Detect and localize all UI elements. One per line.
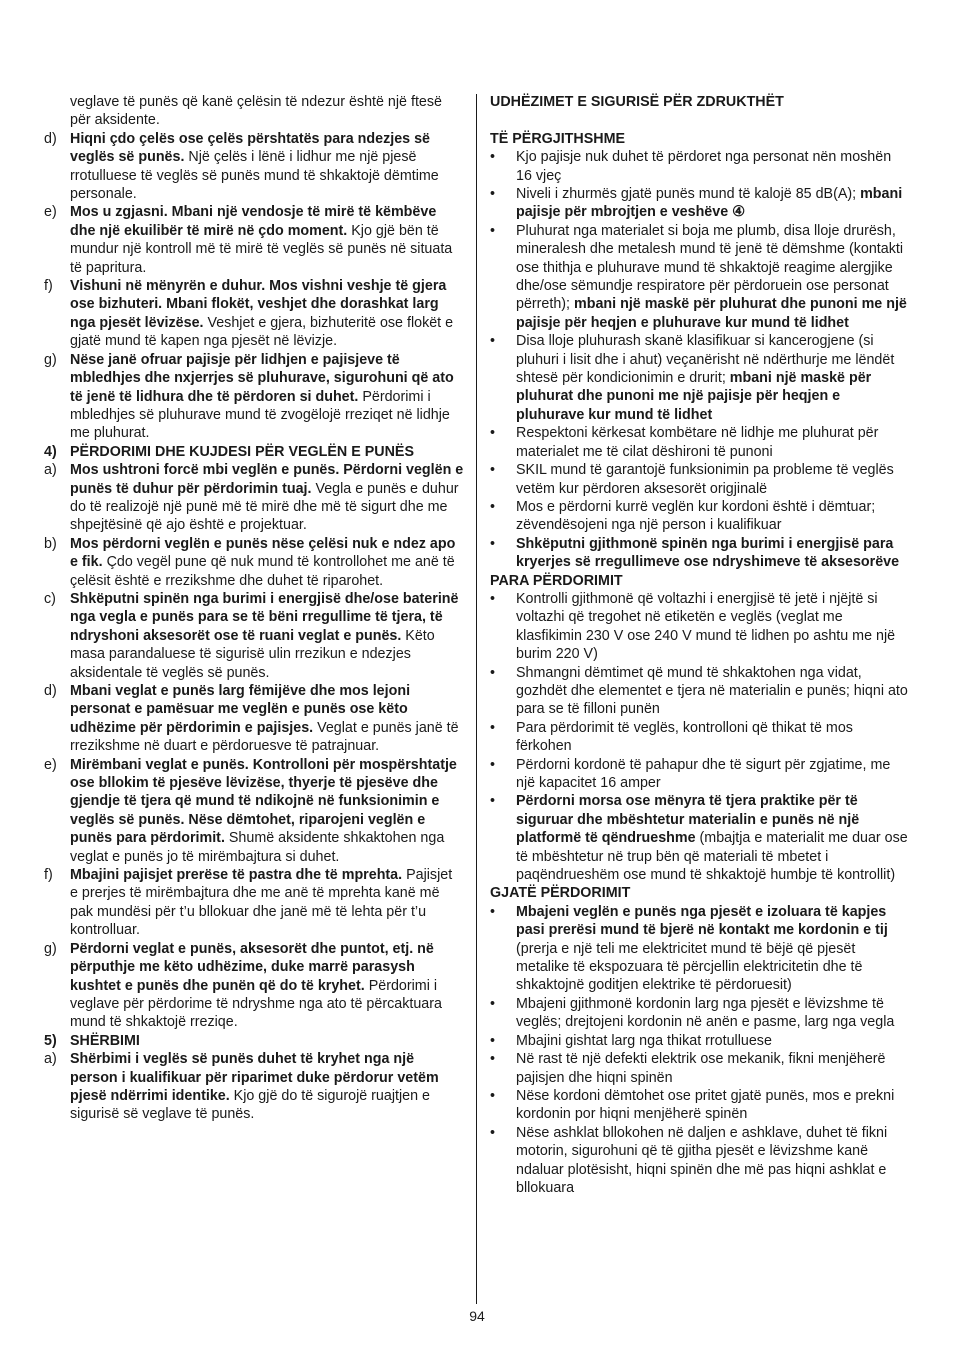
list-item <box>44 682 464 756</box>
body-text: Kontrolli gjithmonë që voltazhi i energjisë të jetë i njëjtë si voltazhi që tregohet në etiketën e veglës (veglat me klasfikimin 230 V ose 240 V mund të lidhen po ashtu me një burim 220 V) <box>516 590 896 663</box>
list-item <box>44 461 464 535</box>
section-heading <box>490 93 910 111</box>
section-heading <box>490 572 910 590</box>
bullet-icon: • <box>490 903 496 920</box>
bullet-icon: • <box>490 1124 496 1141</box>
bullet-icon: • <box>490 995 496 1012</box>
bullet-icon: • <box>490 1051 496 1068</box>
bold-text: mbani pajisje për mbrojtjen e veshëve ④ <box>516 186 903 221</box>
bold-text: Mos u zgjasni. Mbani një vendosje të mirë të këmbëve dhe një ekuilibër të mirë në çdo moment. <box>70 204 437 239</box>
list-item <box>44 866 464 940</box>
list-marker: a) <box>44 462 57 479</box>
section-heading <box>490 884 910 902</box>
list-marker: b) <box>44 535 57 552</box>
bold-text: Mbajeni veglën e punës nga pjesët e izoluara të kapjes pasi prerësi mund të bjerë në kontakt me kordonin e tij <box>516 903 888 939</box>
body-text: Mbajeni gjithmonë kordonin larg nga pjesët e lëvizshme të veglës; drejtojeni kordonin në anën e pasme, larg nga vegla <box>516 995 895 1031</box>
list-marker: g) <box>44 940 57 957</box>
bullet-item <box>490 498 910 535</box>
bullet-item <box>490 148 910 185</box>
bullet-icon: • <box>490 590 496 607</box>
bullet-item <box>490 590 910 664</box>
bold-text: Shkëputni spinën nga burimi i energjisë dhe/ose baterinë nga vegla e punës para se të bëni rregullime të tjera, të ndryshoni aksesorët ose të ruani veglat e punës. <box>70 590 459 644</box>
bullet-item <box>490 664 910 719</box>
right-column <box>490 93 910 1197</box>
list-item <box>44 590 464 682</box>
body-text: Pajisjet e prerjes të mirëmbajtura dhe me anë të mprehta kanë më pak mundësi për t’u bllokuar dhe janë më të lehta për t’u kontrolluar. <box>70 867 453 939</box>
body-text: Kjo gjë do të sigurojë ruajtjen e sigurisë së veglave të punës. <box>70 1087 430 1123</box>
bullet-item <box>490 1087 910 1124</box>
bullet-item <box>490 719 910 756</box>
list-marker: e) <box>44 204 57 221</box>
body-text: Përdorimi i veglave për përdorime të ndryshme nga ato të përcaktuara mund të shkaktojë rreziqe. <box>70 977 442 1031</box>
bold-text: Mos ushtroni forcë mbi veglën e punës. Përdorni veglën e punës të duhur për përdorimin tuaj. <box>70 462 464 497</box>
list-item <box>44 203 464 277</box>
bullet-item <box>490 756 910 793</box>
body-text: Një çelës i lënë i lidhur me një pjesë rrotulluese të veglës së punës mund të shkaktojë dëmtime personale. <box>70 149 439 203</box>
body-text: Disa lloje pluhurash skanë klasifikuar si kancerogjene (si pluhuri i lisit dhe i ahut) veçanërisht në ndërthurje me lëndët shtesë për kondicionimin e drurit; <box>516 333 895 387</box>
page-number: 94 <box>469 1308 485 1324</box>
bold-text: Vishuni në mënyrën e duhur. Mos vishni veshje të gjera ose bizhuteri. Mbani flokët, veshjet dhe dorashkat larg nga pjesët lëvizëse. <box>70 278 447 331</box>
bullet-icon: • <box>490 222 496 239</box>
body-text: Përdorimi i mbledhjes së pluhurave mund të zvogëlojë rreziqet në lidhje me pluhurat. <box>70 388 450 442</box>
body-text: Para përdorimit të veglës, kontrolloni që thikat të mos fërkohen <box>516 719 853 755</box>
bold-text: Mbajini pajisjet prerëse të pastra dhe të mprehta. <box>70 867 403 884</box>
bullet-item <box>490 1124 910 1198</box>
column-divider <box>476 94 477 1304</box>
list-item <box>44 940 464 1032</box>
bullet-item <box>490 535 910 572</box>
list-item <box>44 351 464 443</box>
bullet-icon: • <box>490 1032 496 1049</box>
spacer <box>490 111 910 129</box>
body-text: Respektoni kërkesat kombëtare në lidhje me pluhurat për materialet me të cilat dëshironi të punoni <box>516 425 879 460</box>
body-text: Veglat e punës janë të rrezikshme në duart e përdoruesve të patrajnuar. <box>70 719 459 755</box>
list-marker: a) <box>44 1051 57 1068</box>
body-text: Këto masa parandaluese të sigurisë ulin rrezikun e ndezjes aksidentale të veglës së punës. <box>70 627 435 681</box>
bullet-icon: • <box>490 719 496 736</box>
list-item <box>44 756 464 866</box>
bold-text: Mbani veglat e punës larg fëmijëve dhe mos lejoni personat e pamësuar me veglën e punës ose këto udhëzime për përdorimin e pajisjes. <box>70 683 411 736</box>
body-text: (mbajtja e materialit me duar ose të mbështetur në trup bën që materiali të mbetet i paqëndrueshëm ose mund të shkaktojë humbje të kontrollit) <box>516 830 908 884</box>
body-text: Nëse ashklat bllokohen në daljen e ashklave, duhet të fikni motorin, sigurohuni që të gjitha pjesët e lëvizshme kanë ndaluar plotësisht, hiqni spinën dhe më pas hiqni ashklat e bllokuara <box>516 1124 888 1196</box>
section-heading <box>44 443 464 461</box>
list-marker: c) <box>44 590 56 607</box>
bullet-icon: • <box>490 793 496 810</box>
bullet-item <box>490 332 910 424</box>
bold-text: PËRDORIMI DHE KUJDESI PËR VEGLËN E PUNËS <box>70 443 414 460</box>
bullet-icon: • <box>490 756 496 773</box>
section-heading <box>490 130 910 148</box>
body-text: Përdorni kordonë të pahapur dhe të sigurt për zgjatime, me një kapacitet 16 amper <box>516 756 891 792</box>
bold-text: Hiqni çdo çelës ose çelës përshtatës para ndezjes së veglës së punës. <box>70 130 430 166</box>
bold-text: mbani një maskë për pluhurat dhe punoni me një pajisje për heqjen e pluhurave kur mund të lidhet <box>516 370 872 423</box>
body-text: Shmangni dëmtimet që mund të shkaktohen nga vidat, gozhdët dhe elementet e tjera në materialin e punës; hiqni ato para se të filloni punën <box>516 664 908 718</box>
bold-text: Mirëmbani veglat e punës. Kontrolloni për mospërshtatje ose bllokim të pjesëve lëvizëse, thyerje të pjesëve dhe gjendje të tjera që mund të ndikojnë në funksionimin e veglës së punës. Nëse dëmtohet, riparojeni veglën e punës para përdorimit. <box>70 756 457 847</box>
heading-text: TË PËRGJITHSHME <box>490 130 626 147</box>
list-marker: d) <box>44 683 57 699</box>
bold-text: Shkëputni gjithmonë spinën nga burimi i energjisë para kryerjes së rregullimeve ose ndryshimeve të aksesorëve <box>516 535 900 571</box>
body-text: SKIL mund të garantojë funksionimin pa probleme të veglës vetëm kur përdoren aksesorët origjinalë <box>516 462 894 497</box>
bullet-item <box>490 792 910 884</box>
bullet-icon: • <box>490 333 496 350</box>
bullet-icon: • <box>490 535 496 552</box>
body-text: (prerja e një teli me elektricitet mund të bëjë që pjesët metalike të ekspozuara të përcjellin elektricitetin dhe të shkaktojnë goditjen elektrike të përdoruesit) <box>516 940 863 994</box>
bullet-icon: • <box>490 664 496 681</box>
left-column <box>44 93 464 1124</box>
heading-text: GJATË PËRDORIMIT <box>490 885 631 902</box>
list-item <box>44 277 464 351</box>
bullet-item <box>490 903 910 995</box>
bullet-icon: • <box>490 498 496 515</box>
body-text: Çdo vegël pune që nuk mund të kontrollohet me anë të çelësit është e rrezikshme dhe duhet të riparohet. <box>70 554 455 589</box>
body-text: Kjo gjë bën të mundur një kontroll më të mirë të veglës së punës në situata të papritura. <box>70 222 453 276</box>
list-item <box>44 1050 464 1124</box>
list-marker: f) <box>44 867 53 884</box>
bold-text: Nëse janë ofruar pajisje për lidhjen e pajisjeve të mbledhjes dhe nxjerrjes së pluhurave, sigurohuni që ato të jenë të lidhura dhe të përdoren si duhet. <box>70 351 454 405</box>
bullet-item <box>490 461 910 498</box>
list-marker: f) <box>44 278 53 295</box>
body-text: Nëse kordoni dëmtohet ose pritet gjatë punës, mos e prekni kordonin por hiqni menjëherë spinën <box>516 1087 895 1123</box>
section-heading <box>44 1032 464 1050</box>
paragraph-text: veglave të punës që kanë çelësin të ndezur është një ftesë për aksidente. <box>70 94 442 129</box>
bold-text: Përdorni morsa ose mënyra të tjera praktike për të siguruar dhe mbështetur materialin e punës në një platformë të qëndrueshme <box>516 793 860 847</box>
body-text: Në rast të një defekti elektrik ose mekanik, fikni menjëherë pajisjen dhe hiqni spinën <box>516 1051 886 1086</box>
list-marker: 5) <box>44 1032 57 1049</box>
list-marker: g) <box>44 351 57 368</box>
list-item <box>44 535 464 590</box>
list-marker: e) <box>44 756 57 773</box>
bullet-item <box>490 424 910 461</box>
bold-text: Përdorni veglat e punës, aksesorët dhe puntot, etj. në përputhje me këto udhëzime, duke marrë parasysh kushtet e punës dhe punën që do të kryhet. <box>70 940 434 994</box>
bullet-icon: • <box>490 462 496 479</box>
bold-text: Mos përdorni veglën e punës nëse çelësi nuk e ndez apo e fik. <box>70 535 456 571</box>
bullet-item <box>490 185 910 222</box>
bullet-icon: • <box>490 149 496 166</box>
bullet-item <box>490 995 910 1032</box>
body-text: Mos e përdorni kurrë veglën kur kordoni është i dëmtuar; zëvendësojeni nga një person i kualifikuar <box>516 498 876 534</box>
list-marker: 4) <box>44 443 57 460</box>
body-text: Shumë aksidente shkaktohen nga veglat e punës jo të mirëmbajtura si duhet. <box>70 830 445 865</box>
list-item <box>44 130 464 204</box>
body-text: Veshjet e gjera, bizhuteritë ose flokët e gjatë mund të kapen nga pjesët në lëvizje. <box>70 314 454 350</box>
body-text: Vegla e punës e duhur do të realizojë një punë më të mirë dhe më të sigurt dhe me shpejtësinë që ajo është e projektuar. <box>70 480 459 534</box>
body-text: Kjo pajisje nuk duhet të përdoret nga personat nën moshën 16 vjeç <box>516 149 892 184</box>
body-text: Mbajini gishtat larg nga thikat rrotulluese <box>516 1032 772 1049</box>
bullet-item <box>490 1050 910 1087</box>
bullet-item <box>490 1032 910 1050</box>
body-text: Pluhurat nga materialet si boja me plumb, disa lloje drurësh, mineralesh dhe metalesh mund të jenë të dëmshme (kontakti ose thithja e pluhurave mund të shkaktojë reagime alergjike dhe/ose sëmundje respiratore për përdoruein ose personat përreth); <box>516 222 904 313</box>
body-text: Niveli i zhurmës gjatë punës mund të kalojë 85 dB(A); <box>516 186 857 203</box>
list-marker: d) <box>44 130 57 147</box>
bullet-icon: • <box>490 425 496 442</box>
paragraph <box>44 93 464 130</box>
heading-text: PARA PËRDORIMIT <box>490 572 623 589</box>
bold-text: SHËRBIMI <box>70 1032 140 1049</box>
bullet-icon: • <box>490 1087 496 1104</box>
bold-text: Shërbimi i veglës së punës duhet të kryhet nga një person i kualifikuar për riparimet duke përdorur vetëm pjesë ndërrimi identike. <box>70 1051 439 1104</box>
heading-text: UDHËZIMET E SIGURISË PËR ZDRUKTHËT <box>490 94 784 110</box>
bullet-icon: • <box>490 186 496 203</box>
bullet-item <box>490 222 910 332</box>
bold-text: mbani një maskë për pluhurat dhe punoni me një pajisje për heqjen e pluhurave kur mund të lidhet <box>516 296 907 331</box>
